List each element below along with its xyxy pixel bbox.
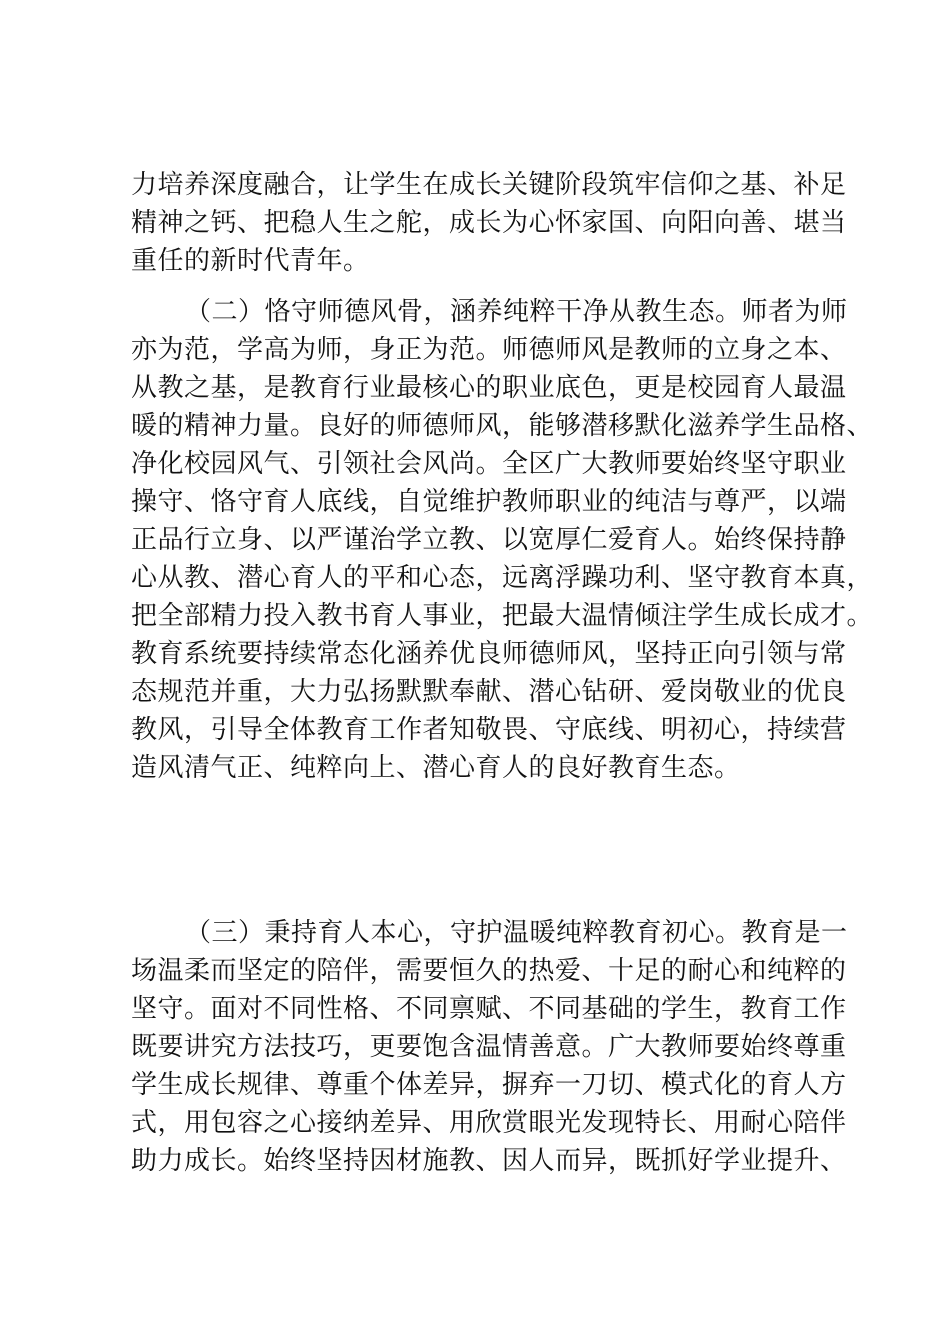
text-line: 操守、恪守育人底线，自觉维护教师职业的纯洁与尊严，以端 — [131, 487, 847, 517]
text-line: 净化校园风气、引领社会风尚。全区广大教师要始终坚守职业 — [131, 449, 847, 479]
text-line: 力培养深度融合，让学生在成长关键阶段筑牢信仰之基、补足 — [131, 170, 847, 200]
text-line: 坚守。面对不同性格、不同禀赋、不同基础的学生，教育工作 — [131, 994, 847, 1024]
section-heading-line: （二）恪守师德风骨，涵养纯粹干净从教生态。师者为师 — [185, 297, 848, 327]
text-line: 场温柔而坚定的陪伴，需要恒久的热爱、十足的耐心和纯粹的 — [131, 956, 847, 986]
section-heading-line: （三）秉持育人本心，守护温暖纯粹教育初心。教育是一 — [185, 918, 848, 948]
text-line: 学生成长规律、尊重个体差异，摒弃一刀切、模式化的育人方 — [131, 1070, 847, 1100]
paragraph-spacer — [131, 901, 851, 914]
text-line — [131, 787, 851, 825]
text-line: 正品行立身、以严谨治学立教、以宽厚仁爱育人。始终保持静 — [131, 525, 847, 555]
paragraph-spacer — [131, 280, 851, 293]
text-line: 亦为范，学高为师，身正为范。师德师风是教师的立身之本、 — [131, 335, 847, 365]
text-line: 从教之基，是教育行业最核心的职业底色，更是校园育人最温 — [131, 373, 847, 403]
text-line: 教育系统要持续常态化涵养优良师德师风，坚持正向引领与常 — [131, 639, 847, 669]
paragraph-2 — [131, 293, 874, 901]
text-line: 态规范并重，大力弘扬默默奉献、潜心钻研、爱岗敬业的优良 — [131, 677, 847, 707]
text-line: 把全部精力投入教书育人事业，把最大温情倾注学生成长成才。 — [131, 601, 874, 631]
text-line: 教风，引导全体教育工作者知敬畏、守底线、明初心，持续营 — [131, 715, 847, 745]
paragraph-3 — [131, 914, 851, 1180]
text-line: 精神之钙、把稳人生之舵，成长为心怀家国、向阳向善、堪当 — [131, 208, 847, 238]
text-line: 重任的新时代青年。 — [131, 246, 370, 276]
text-line: 助力成长。始终坚持因材施教、因人而异，既抓好学业提升、 — [131, 1146, 847, 1176]
document-body — [131, 166, 874, 1180]
text-line: 式，用包容之心接纳差异、用欣赏眼光发现特长、用耐心陪伴 — [131, 1108, 847, 1138]
text-line: 暖的精神力量。良好的师德师风，能够潜移默化滋养学生品格、 — [131, 411, 874, 441]
text-line — [131, 825, 851, 863]
text-line: 造风清气正、纯粹向上、潜心育人的良好教育生态。 — [131, 753, 741, 783]
text-line: 既要讲究方法技巧，更要饱含温情善意。广大教师要始终尊重 — [131, 1032, 847, 1062]
text-line — [131, 863, 851, 901]
paragraph-1 — [131, 166, 851, 280]
text-line: 心从教、潜心育人的平和心态，远离浮躁功利、坚守教育本真， — [131, 563, 874, 593]
